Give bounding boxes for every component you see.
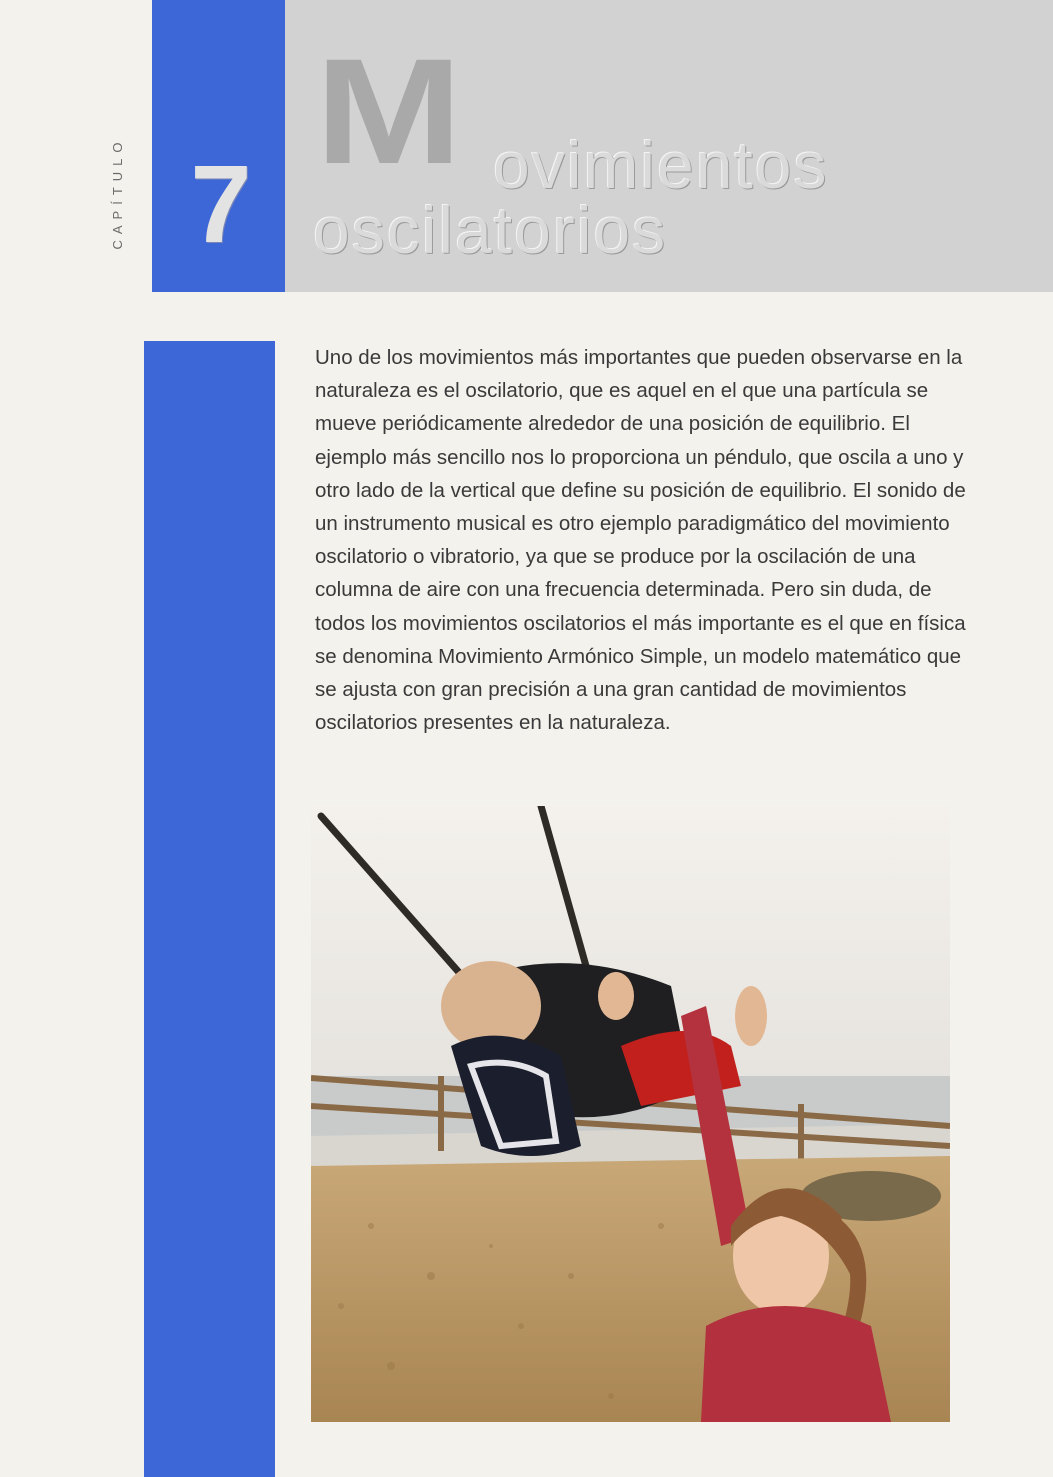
intro-paragraph: Uno de los movimientos más importantes que pueden observarse en la naturaleza es el oscilatorio, que es aquel en el que una partícula se mueve periódicamente alrededor de una posición de equilibrio. El ejemplo más sencillo nos lo proporciona un péndulo, que oscila a uno y otro lado de la vertical que define su posición de equilibrio. El sonido de un instrumento musical es otro ejemplo paradigmático del movimiento oscilatorio o vibratorio, ya que se produce por la oscilación de una columna de aire con una frecuencia determinada. Pero sin duda, de todos los movimientos oscilatorios el más importante es el que en física se denomina Movimiento Armónico Simple, un modelo matemático que se ajusta con gran precisión a una gran cantidad de movimientos oscilatorios presentes en la naturaleza. [315,346,966,735]
chapter-number: 7 [190,143,252,266]
title-line-2: oscilatorios [313,193,668,267]
title-initial: M [315,27,461,195]
title-line-1: ovimientos [493,128,829,202]
side-bar [144,341,275,1477]
swing-photo [311,806,950,1422]
chapter-label: CAPÍTULO [110,136,125,250]
